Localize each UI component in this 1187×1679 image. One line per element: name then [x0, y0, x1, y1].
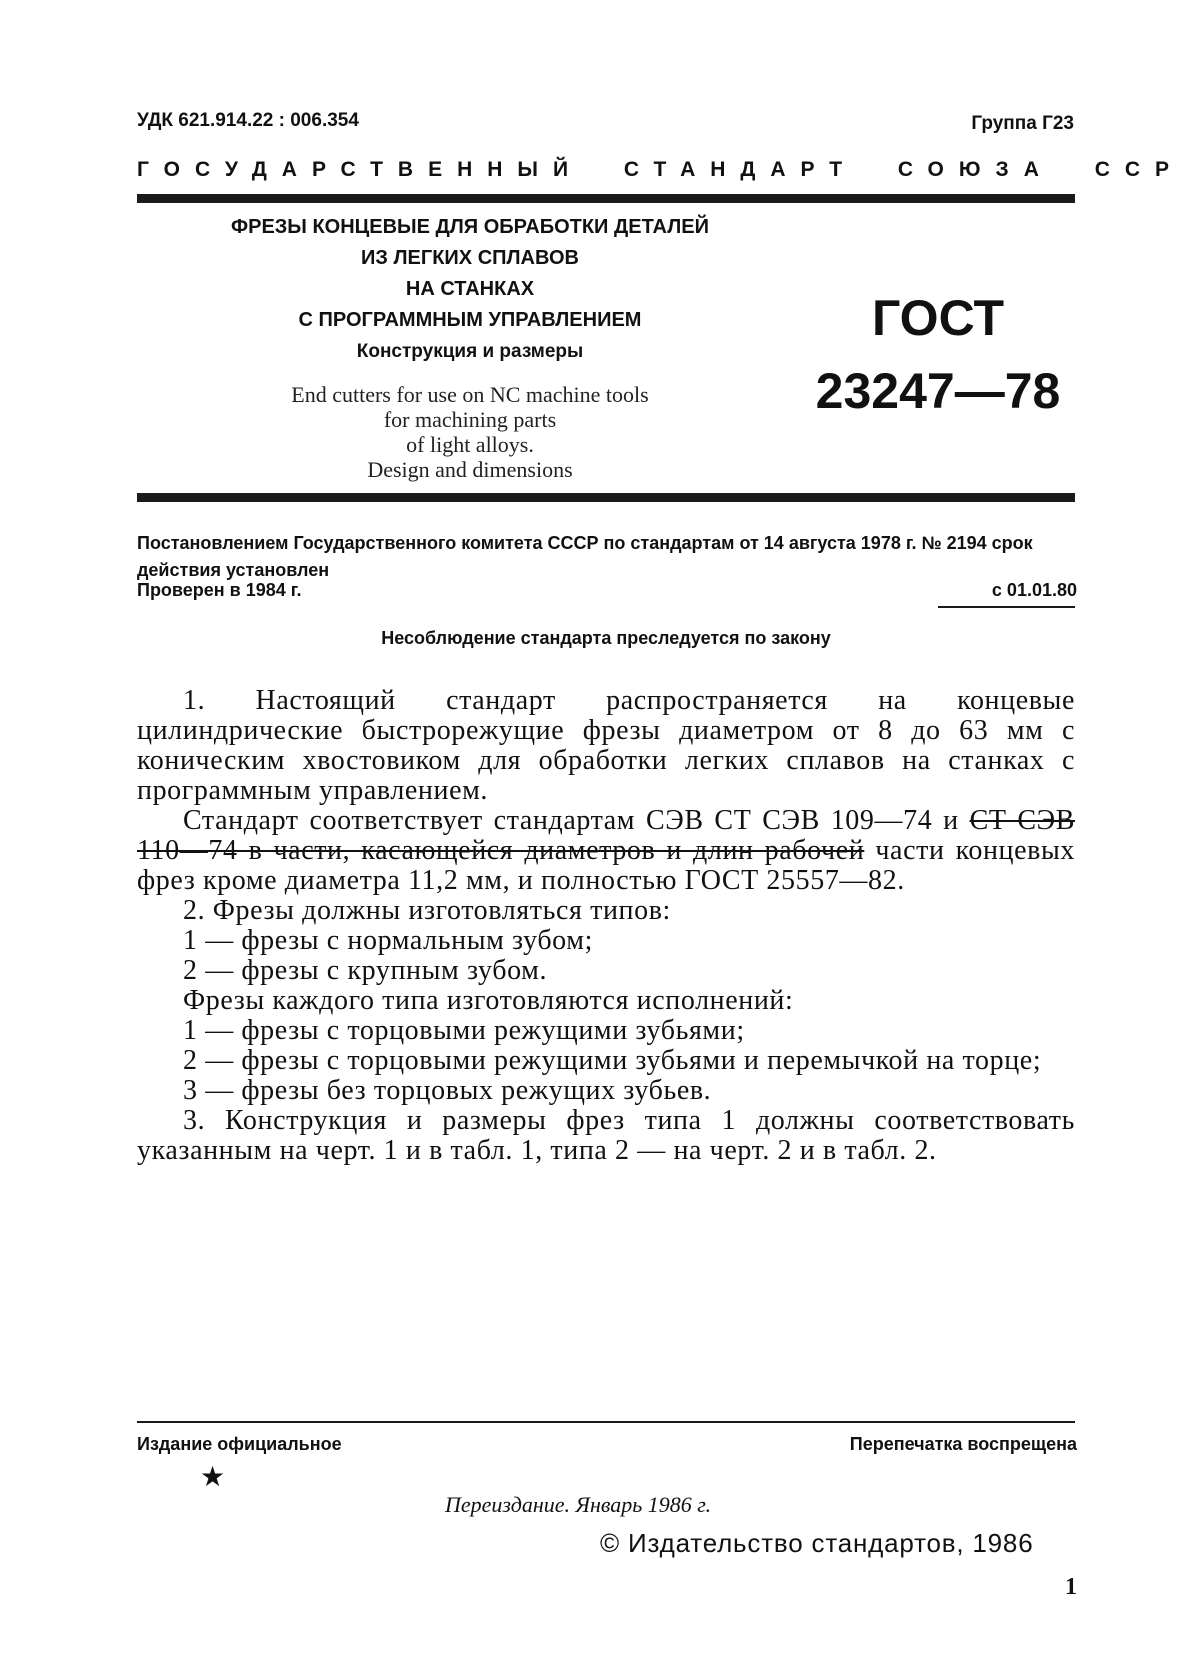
paragraph: Фрезы каждого типа изготовляются исполнений:: [183, 985, 794, 1016]
title-line: НА СТАНКАХ: [405, 278, 535, 300]
paragraph: 2. Фрезы должны изготовляться типов:: [183, 895, 671, 926]
document-subtitle: Конструкция и размеры: [356, 341, 584, 362]
official-edition: Издание официальное: [137, 1434, 342, 1454]
title-bottom-rule: [137, 493, 1075, 502]
standard-body: [137, 686, 1075, 1166]
english-title-line: of light alloys.: [406, 432, 534, 457]
paragraph: 3 — фрезы без торцовых режущих зубьев.: [183, 1075, 712, 1106]
paragraph: [137, 806, 1075, 896]
effective-date: с 01.01.80: [991, 580, 1077, 600]
title-line: ИЗ ЛЕГКИХ СПЛАВОВ: [361, 247, 579, 269]
paragraph: 1. Настоящий стандарт распространяется на концевые цилиндрические быстрорежущие фрезы диаметром от 8 до 63 мм с коническим хвостовиком для обработки легких сплавов на станках с программным управлением.: [137, 685, 1075, 806]
page-number: 1: [1065, 1574, 1077, 1600]
udk-code: УДК 621.914.22 : 006.354: [137, 110, 359, 131]
paragraph: 3. Конструкция и размеры фрез типа 1 должны соответствовать указанным на черт. 1 и в табл. 1, типа 2 — на черт. 2 и в табл. 2.: [137, 1105, 1075, 1166]
top-rule: [137, 194, 1075, 203]
decree-text: Постановлением Государственного комитета СССР по стандартам от 14 августа 1978 г. № 2194 срок действия установлен: [137, 533, 1033, 580]
struck-text: СТ СЭВ 110—74 в части, касающейся диаметров и длин рабочей: [137, 805, 1076, 866]
gost-designation: [808, 282, 1068, 428]
law-notice: Несоблюдение стандарта преследуется по закону: [381, 628, 831, 648]
star-icon: ★: [200, 1462, 226, 1493]
publisher-copyright: © Издательство стандартов, 1986: [600, 1528, 1034, 1558]
reprint-prohibited: Перепечатка воспрещена: [849, 1434, 1077, 1454]
title-line: ФРЕЗЫ КОНЦЕВЫЕ ДЛЯ ОБРАБОТКИ ДЕТАЛЕЙ: [231, 216, 709, 238]
title-line: С ПРОГРАММНЫМ УПРАВЛЕНИЕМ: [298, 309, 642, 331]
group-code: Группа Г23: [971, 113, 1074, 134]
paragraph: 1 — фрезы с нормальным зубом;: [183, 925, 593, 956]
english-title-line: for machining parts: [383, 407, 557, 432]
reissue-note: Переиздание. Январь 1986 г.: [445, 1492, 712, 1517]
gost-label: ГОСТ: [872, 290, 1004, 346]
effective-date-underline: [938, 606, 1075, 608]
paragraph: 2 — фрезы с крупным зубом.: [183, 955, 548, 986]
checked-year: Проверен в 1984 г.: [137, 580, 302, 600]
footer-rule: [137, 1421, 1075, 1423]
gost-number: 23247—78: [815, 363, 1061, 419]
paragraph: 1 — фрезы с торцовыми режущими зубьями;: [183, 1015, 745, 1046]
paragraph-text: части концевых фрез кроме диаметра 11,2 мм, и полностью ГОСТ 25557—82.: [137, 835, 1075, 896]
state-standard-heading: ГОСУДАРСТВЕННЫЙ СТАНДАРТ СОЮЗА ССР: [137, 158, 1185, 181]
paragraph-text: Стандарт соответствует стандартам СЭВ СТ СЭВ 109—74 и: [183, 805, 959, 836]
paragraph: 2 — фрезы с торцовыми режущими зубьями и перемычкой на торце;: [183, 1045, 1042, 1076]
english-title-line: Design and dimensions: [367, 457, 573, 482]
english-title: [215, 382, 725, 482]
document-title: [170, 212, 770, 336]
english-title-line: End cutters for use on NC machine tools: [291, 382, 649, 407]
